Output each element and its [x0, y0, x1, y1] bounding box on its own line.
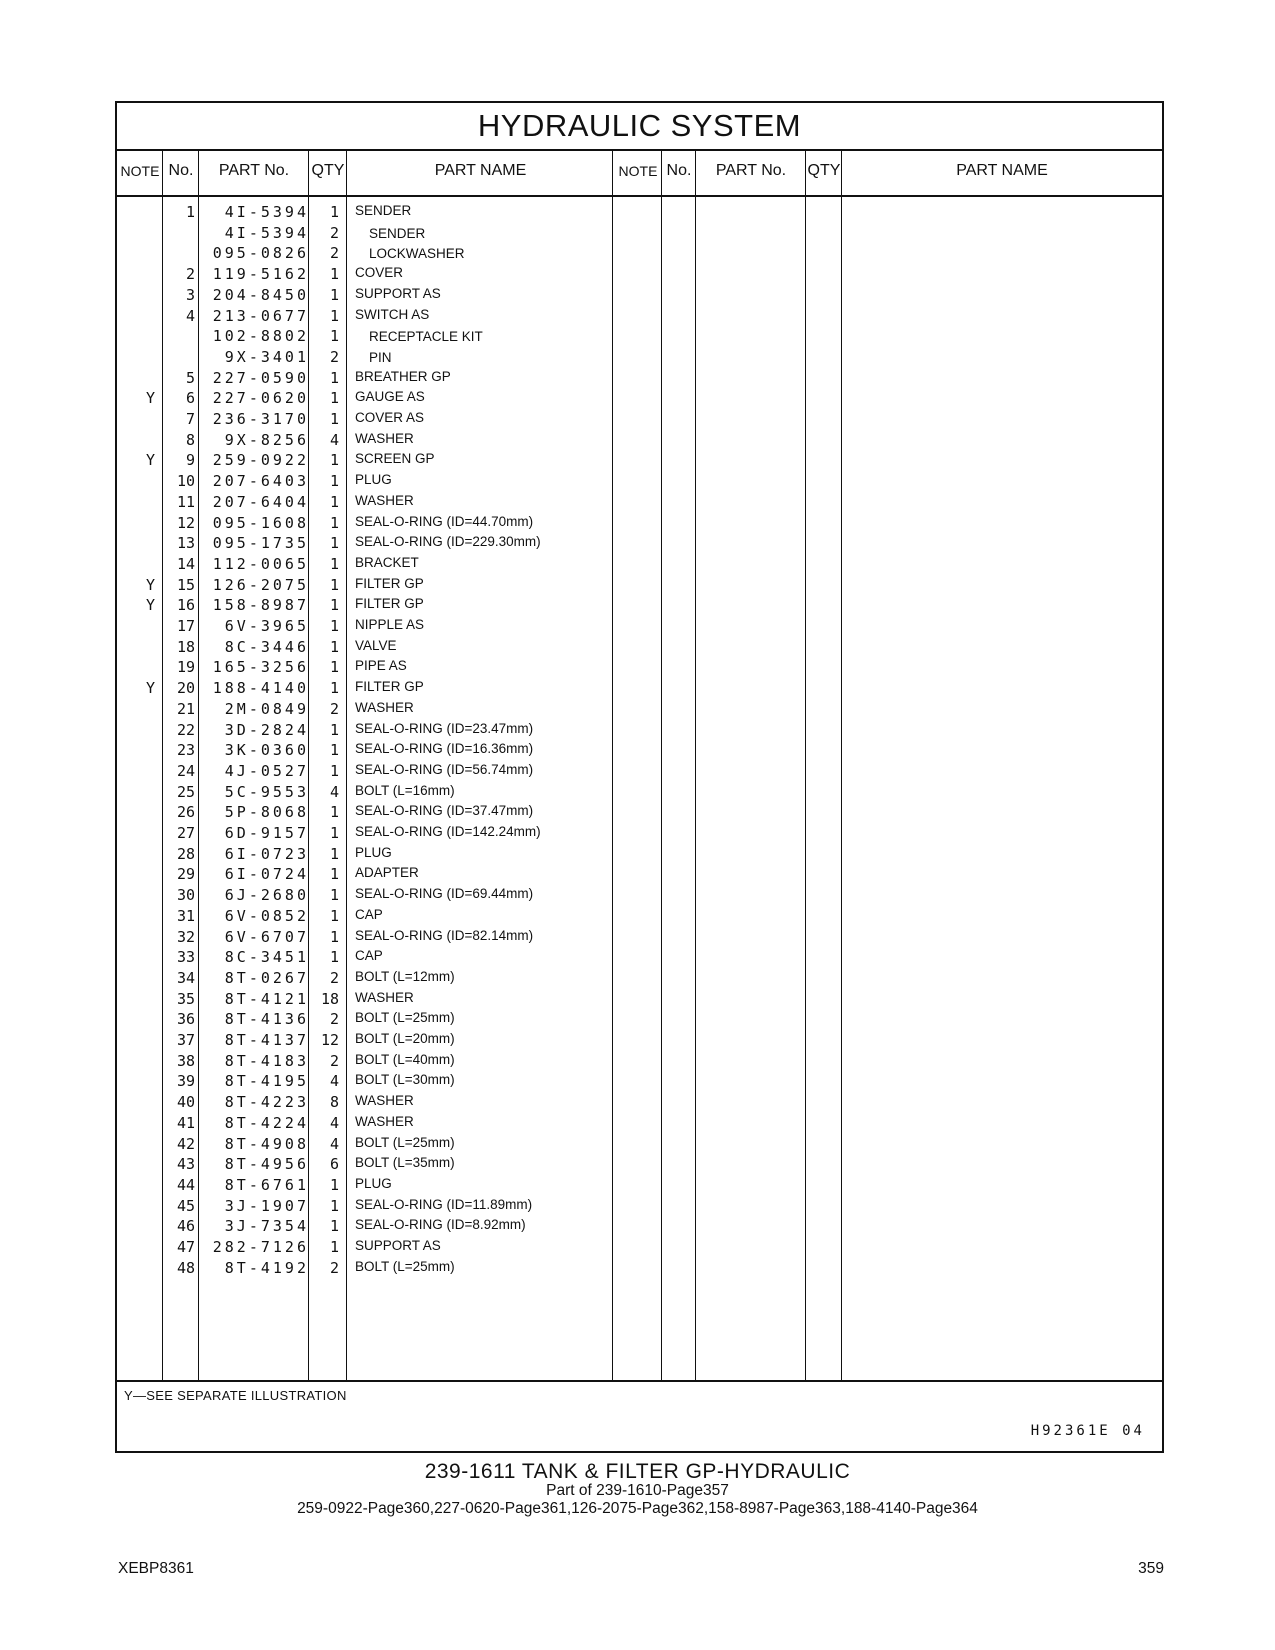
quantity-cell: 8: [329, 1093, 339, 1112]
footer-divider: [117, 1380, 1162, 1382]
quantity-cell: 2: [329, 1051, 339, 1070]
table-row: [117, 926, 1162, 948]
item-number-cell: 11: [176, 492, 195, 511]
quantity-cell: 2: [329, 699, 339, 718]
part-name-cell: FILTER GP: [355, 679, 424, 695]
quantity-cell: 2: [329, 1258, 339, 1277]
item-number-cell: 3: [185, 285, 195, 304]
quantity-cell: 1: [329, 472, 339, 491]
part-name-cell: WASHER: [355, 1093, 414, 1109]
part-name-cell: PLUG: [355, 1175, 392, 1191]
item-number-cell: 5: [185, 368, 195, 387]
quantity-cell: 4: [329, 1113, 339, 1132]
table-row: [117, 574, 1162, 596]
part-number-cell: 8T-4908: [224, 1134, 309, 1153]
table-row: [117, 884, 1162, 906]
part-name-cell: FILTER GP: [355, 596, 424, 612]
quantity-cell: 1: [329, 596, 339, 615]
part-name-cell: SCREEN GP: [355, 451, 435, 467]
part-name-cell: GAUGE AS: [355, 389, 425, 405]
part-name-cell: SEAL-O-RING (ID=69.44mm): [355, 886, 534, 902]
item-number-cell: 31: [176, 906, 195, 925]
part-name-cell: BOLT (L=25mm): [355, 1258, 455, 1274]
header-part-name-right: PART NAME: [956, 162, 1048, 179]
quantity-cell: 1: [329, 637, 339, 656]
part-name-cell: SEAL-O-RING (ID=44.70mm): [355, 513, 534, 529]
part-number-cell: 8T-6761: [224, 1175, 309, 1194]
note-cell: Y: [145, 679, 155, 698]
part-name-cell: VALVE: [355, 637, 397, 653]
part-number-cell: 3J-7354: [224, 1217, 309, 1236]
quantity-cell: 1: [329, 1238, 339, 1256]
item-number-cell: 13: [176, 534, 195, 553]
item-number-cell: 42: [176, 1134, 195, 1153]
part-name-cell: BREATHER GP: [355, 368, 451, 384]
part-number-cell: 6V-0852: [224, 906, 309, 925]
quantity-cell: 2: [329, 223, 339, 242]
table-row: [117, 843, 1162, 865]
part-name-cell: NIPPLE AS: [355, 617, 425, 632]
part-name-cell: FILTER GP: [355, 575, 424, 591]
table-row: [117, 1091, 1162, 1113]
table-row: [117, 532, 1162, 554]
part-number-cell: 282-7126: [212, 1238, 309, 1256]
header-note-right: NOTE: [618, 163, 658, 179]
part-number-cell: 8C-3451: [224, 948, 309, 967]
part-name-cell: BOLT (L=30mm): [355, 1072, 455, 1088]
table-row: [117, 967, 1162, 989]
note-cell: Y: [145, 389, 155, 408]
quantity-cell: 1: [329, 658, 339, 677]
part-number-cell: 6D-9157: [224, 824, 309, 842]
item-number-cell: 19: [176, 658, 195, 677]
note-cell: Y: [145, 596, 155, 615]
part-number-cell: 227-0620: [212, 389, 309, 408]
part-number-cell: 3D-2824: [224, 720, 309, 739]
part-number-cell: 9X-8256: [224, 430, 309, 449]
part-name-cell: PIN: [369, 349, 392, 365]
item-number-cell: 45: [176, 1196, 195, 1215]
part-name-cell: WASHER: [355, 430, 414, 446]
item-number-cell: 27: [176, 824, 195, 842]
item-number-cell: 39: [176, 1072, 195, 1091]
item-number-cell: 48: [176, 1258, 195, 1277]
quantity-cell: 1: [329, 1217, 339, 1236]
item-number-cell: 6: [185, 389, 195, 408]
part-name-cell: BOLT (L=25mm): [355, 1134, 455, 1150]
table-row: [117, 470, 1162, 492]
quantity-cell: 1: [329, 389, 339, 408]
table-row: [117, 263, 1162, 285]
item-number-cell: 21: [176, 699, 195, 718]
quantity-cell: 1: [329, 492, 339, 511]
part-number-cell: 4I-5394: [224, 223, 309, 242]
part-name-cell: BOLT (L=25mm): [355, 1010, 455, 1026]
item-number-cell: 34: [176, 968, 195, 987]
table-row: [117, 594, 1162, 616]
table-row: [117, 242, 1162, 264]
part-name-cell: BOLT (L=40mm): [355, 1051, 455, 1067]
quantity-cell: 1: [329, 203, 339, 221]
part-name-cell: RECEPTACLE KIT: [369, 329, 483, 345]
note-cell: Y: [145, 451, 155, 470]
quantity-cell: 1: [329, 844, 339, 863]
part-number-cell: 3K-0360: [224, 741, 309, 760]
part-number-cell: 8T-4121: [224, 989, 309, 1008]
part-number-cell: 8T-4192: [224, 1258, 309, 1277]
caption-part-of: Part of 239-1610-Page357: [546, 1482, 729, 1499]
part-name-cell: CAP: [355, 948, 383, 964]
part-number-cell: 8T-4224: [224, 1113, 309, 1132]
item-number-cell: 44: [176, 1175, 195, 1194]
table-row: [117, 346, 1162, 368]
part-name-cell: SENDER: [369, 225, 426, 241]
item-number-cell: 14: [176, 554, 195, 573]
table-row: [117, 408, 1162, 430]
table-row: [117, 946, 1162, 968]
part-number-cell: 8T-4195: [224, 1072, 309, 1091]
table-row: [117, 677, 1162, 699]
quantity-cell: 1: [329, 513, 339, 532]
part-number-cell: 3J-1907: [224, 1196, 309, 1215]
quantity-cell: 1: [329, 617, 339, 635]
quantity-cell: 1: [329, 306, 339, 325]
part-name-cell: BOLT (L=35mm): [355, 1155, 455, 1171]
part-number-cell: 102-8802: [212, 327, 309, 346]
part-name-cell: WASHER: [355, 699, 414, 715]
item-number-cell: 40: [176, 1093, 195, 1112]
item-number-cell: 41: [176, 1113, 195, 1132]
part-name-cell: SEAL-O-RING (ID=11.89mm): [355, 1196, 533, 1212]
part-name-cell: SEAL-O-RING (ID=16.36mm): [355, 741, 534, 757]
part-name-cell: SEAL-O-RING (ID=82.14mm): [355, 927, 534, 943]
header-no-right: No.: [666, 162, 692, 179]
item-number-cell: 30: [176, 886, 195, 905]
part-name-cell: BRACKET: [355, 554, 419, 570]
quantity-cell: 4: [329, 782, 339, 801]
item-number-cell: 35: [176, 989, 195, 1008]
quantity-cell: 1: [329, 327, 339, 346]
table-row: [117, 1215, 1162, 1237]
quantity-cell: 1: [329, 679, 339, 698]
table-row: [117, 615, 1162, 637]
header-note-left: NOTE: [120, 163, 160, 179]
document-id: XEBP8361: [118, 1560, 194, 1577]
table-row: [117, 201, 1162, 223]
table-row: [117, 822, 1162, 844]
part-name-cell: WASHER: [355, 989, 414, 1005]
table-row: [117, 656, 1162, 678]
caption-page-references: 259-0922-Page360,227-0620-Page361,126-2075-Page362,158-8987-Page363,188-4140-Page364: [297, 1500, 978, 1517]
part-number-cell: 6I-0723: [224, 844, 309, 863]
table-row: [117, 1070, 1162, 1092]
header-part-name-left: PART NAME: [434, 162, 527, 179]
part-name-cell: SEAL-O-RING (ID=56.74mm): [355, 761, 534, 777]
part-name-cell: LOCKWASHER: [369, 246, 465, 262]
table-row: [117, 512, 1162, 534]
note-cell: Y: [145, 575, 155, 594]
item-number-cell: 16: [176, 596, 195, 615]
item-number-cell: 9: [185, 451, 195, 470]
part-number-cell: 6V-3965: [224, 617, 309, 635]
part-name-cell: SENDER: [355, 203, 412, 218]
part-name-cell: COVER: [355, 265, 404, 281]
parts-table-frame: [115, 101, 1164, 1453]
table-row: [117, 1008, 1162, 1030]
part-number-cell: 112-0065: [212, 554, 309, 573]
table-row: [117, 801, 1162, 823]
part-number-cell: 5P-8068: [224, 803, 309, 822]
table-row: [117, 636, 1162, 658]
part-name-cell: SWITCH AS: [355, 306, 430, 322]
part-number-cell: 6I-0724: [224, 865, 309, 884]
part-number-cell: 227-0590: [212, 368, 309, 387]
table-row: [117, 719, 1162, 741]
table-row: [117, 449, 1162, 471]
part-number-cell: 259-0922: [212, 451, 309, 470]
part-number-cell: 8T-0267: [224, 968, 309, 987]
part-number-cell: 4I-5394: [224, 203, 309, 221]
caption-title: 239-1611 TANK & FILTER GP-HYDRAULIC: [424, 1460, 851, 1483]
item-number-cell: 15: [176, 575, 195, 594]
table-row: [117, 1133, 1162, 1155]
item-number-cell: 12: [176, 513, 195, 532]
item-number-cell: 7: [185, 410, 195, 428]
table-row: [117, 1174, 1162, 1196]
header-qty-right: QTY: [807, 162, 841, 179]
item-number-cell: 28: [176, 844, 195, 863]
table-row: [117, 905, 1162, 927]
item-number-cell: 36: [176, 1010, 195, 1029]
header-no-left: No.: [168, 162, 194, 179]
table-row: [117, 1029, 1162, 1051]
quantity-cell: 1: [329, 1175, 339, 1194]
part-number-cell: 8C-3446: [224, 637, 309, 656]
table-row: [117, 1257, 1162, 1279]
table-row: [117, 491, 1162, 513]
part-number-cell: 6V-6707: [224, 927, 309, 946]
quantity-cell: 1: [329, 451, 339, 470]
quantity-cell: 1: [329, 865, 339, 884]
part-number-cell: 8T-4223: [224, 1093, 309, 1112]
quantity-cell: 1: [329, 720, 339, 739]
item-number-cell: 33: [176, 948, 195, 967]
quantity-cell: 12: [320, 1031, 339, 1049]
part-name-cell: SEAL-O-RING (ID=229.30mm): [355, 534, 541, 550]
item-number-cell: 8: [185, 430, 195, 449]
part-number-cell: 188-4140: [212, 679, 309, 698]
part-number-cell: 158-8987: [212, 596, 309, 615]
part-number-cell: 4J-0527: [224, 761, 309, 780]
part-number-cell: 2M-0849: [224, 699, 309, 718]
item-number-cell: 25: [176, 782, 195, 801]
quantity-cell: 2: [329, 968, 339, 987]
table-row: [117, 1236, 1162, 1258]
table-row: [117, 325, 1162, 347]
table-row: [117, 863, 1162, 885]
part-number-cell: 207-6403: [212, 472, 309, 491]
header-part-no-right: PART No.: [715, 162, 787, 179]
part-name-cell: CAP: [355, 906, 383, 922]
item-number-cell: 1: [185, 203, 195, 221]
table-row: [117, 367, 1162, 389]
part-number-cell: 8T-4136: [224, 1010, 309, 1029]
quantity-cell: 1: [329, 741, 339, 760]
part-name-cell: COVER AS: [355, 410, 425, 425]
part-name-cell: SEAL-O-RING (ID=8.92mm): [355, 1217, 526, 1233]
quantity-cell: 1: [329, 824, 339, 842]
item-number-cell: 47: [176, 1238, 195, 1256]
part-name-cell: BOLT (L=20mm): [355, 1031, 455, 1046]
part-number-cell: 095-1735: [212, 534, 309, 553]
part-name-cell: WASHER: [355, 492, 414, 508]
quantity-cell: 1: [329, 948, 339, 967]
item-number-cell: 46: [176, 1217, 195, 1236]
part-number-cell: 165-3256: [212, 658, 309, 677]
quantity-cell: 1: [329, 1196, 339, 1215]
part-number-cell: 126-2075: [212, 575, 309, 594]
part-number-cell: 8T-4183: [224, 1051, 309, 1070]
item-number-cell: 29: [176, 865, 195, 884]
table-row: [117, 1112, 1162, 1134]
part-name-cell: SEAL-O-RING (ID=37.47mm): [355, 803, 534, 819]
part-name-cell: SUPPORT AS: [355, 285, 441, 301]
part-number-cell: 095-1608: [212, 513, 309, 532]
section-title: HYDRAULIC SYSTEM: [117, 103, 1162, 151]
table-row: [117, 1153, 1162, 1175]
quantity-cell: 4: [329, 430, 339, 449]
item-number-cell: 18: [176, 637, 195, 656]
table-row: [117, 1050, 1162, 1072]
table-row: [117, 387, 1162, 409]
part-name-cell: PLUG: [355, 472, 392, 488]
part-number-cell: 5C-9553: [224, 782, 309, 801]
item-number-cell: 23: [176, 741, 195, 760]
quantity-cell: 2: [329, 1010, 339, 1029]
quantity-cell: 1: [329, 554, 339, 573]
item-number-cell: 20: [176, 679, 195, 698]
part-number-cell: 8T-4137: [224, 1031, 309, 1049]
item-number-cell: 17: [176, 617, 195, 635]
quantity-cell: 4: [329, 1072, 339, 1091]
part-name-cell: BOLT (L=16mm): [355, 782, 455, 798]
part-name-cell: SUPPORT AS: [355, 1238, 441, 1253]
drawing-code: H92361E 04: [1030, 1423, 1145, 1439]
table-row: [117, 739, 1162, 761]
part-number-cell: 207-6404: [212, 492, 309, 511]
table-row: [117, 760, 1162, 782]
page-number: 359: [1138, 1560, 1164, 1577]
quantity-cell: 1: [329, 803, 339, 822]
item-number-cell: 22: [176, 720, 195, 739]
quantity-cell: 1: [329, 410, 339, 428]
note-legend: Y—SEE SEPARATE ILLUSTRATION: [124, 1388, 347, 1403]
quantity-cell: 1: [329, 927, 339, 946]
part-name-cell: PIPE AS: [355, 658, 407, 674]
table-row: [117, 305, 1162, 327]
part-number-cell: 236-3170: [212, 410, 309, 428]
part-name-cell: BOLT (L=12mm): [355, 968, 455, 984]
quantity-cell: 1: [329, 886, 339, 905]
table-row: [117, 1195, 1162, 1217]
quantity-cell: 2: [329, 244, 339, 263]
header-qty-left: QTY: [311, 162, 345, 179]
column-header-row: [117, 149, 1162, 197]
part-number-cell: 213-0677: [212, 306, 309, 325]
item-number-cell: 2: [185, 265, 195, 284]
table-row: [117, 284, 1162, 306]
quantity-cell: 1: [329, 575, 339, 594]
table-row: [117, 429, 1162, 451]
quantity-cell: 1: [329, 265, 339, 284]
quantity-cell: 4: [329, 1134, 339, 1153]
part-name-cell: SEAL-O-RING (ID=23.47mm): [355, 720, 534, 736]
quantity-cell: 1: [329, 534, 339, 553]
part-number-cell: 119-5162: [212, 265, 309, 284]
item-number-cell: 43: [176, 1155, 195, 1174]
item-number-cell: 26: [176, 803, 195, 822]
part-number-cell: 9X-3401: [224, 347, 309, 366]
item-number-cell: 10: [176, 472, 195, 491]
part-number-cell: 6J-2680: [224, 886, 309, 905]
quantity-cell: 1: [329, 906, 339, 925]
table-row: [117, 222, 1162, 244]
part-name-cell: ADAPTER: [355, 865, 419, 881]
table-row: [117, 553, 1162, 575]
quantity-cell: 18: [320, 989, 339, 1008]
item-number-cell: 37: [176, 1031, 195, 1049]
table-row: [117, 781, 1162, 803]
part-name-cell: WASHER: [355, 1113, 414, 1129]
quantity-cell: 1: [329, 368, 339, 387]
quantity-cell: 2: [329, 347, 339, 366]
part-name-cell: PLUG: [355, 844, 392, 860]
table-row: [117, 988, 1162, 1010]
item-number-cell: 24: [176, 761, 195, 780]
part-number-cell: 8T-4956: [224, 1155, 309, 1174]
item-number-cell: 38: [176, 1051, 195, 1070]
header-part-no-left: PART No.: [218, 162, 290, 179]
item-number-cell: 32: [176, 927, 195, 946]
quantity-cell: 6: [329, 1155, 339, 1174]
part-number-cell: 204-8450: [212, 285, 309, 304]
table-row: [117, 698, 1162, 720]
quantity-cell: 1: [329, 285, 339, 304]
quantity-cell: 1: [329, 761, 339, 780]
item-number-cell: 4: [185, 306, 195, 325]
part-number-cell: 095-0826: [212, 244, 309, 263]
part-name-cell: SEAL-O-RING (ID=142.24mm): [355, 824, 541, 839]
